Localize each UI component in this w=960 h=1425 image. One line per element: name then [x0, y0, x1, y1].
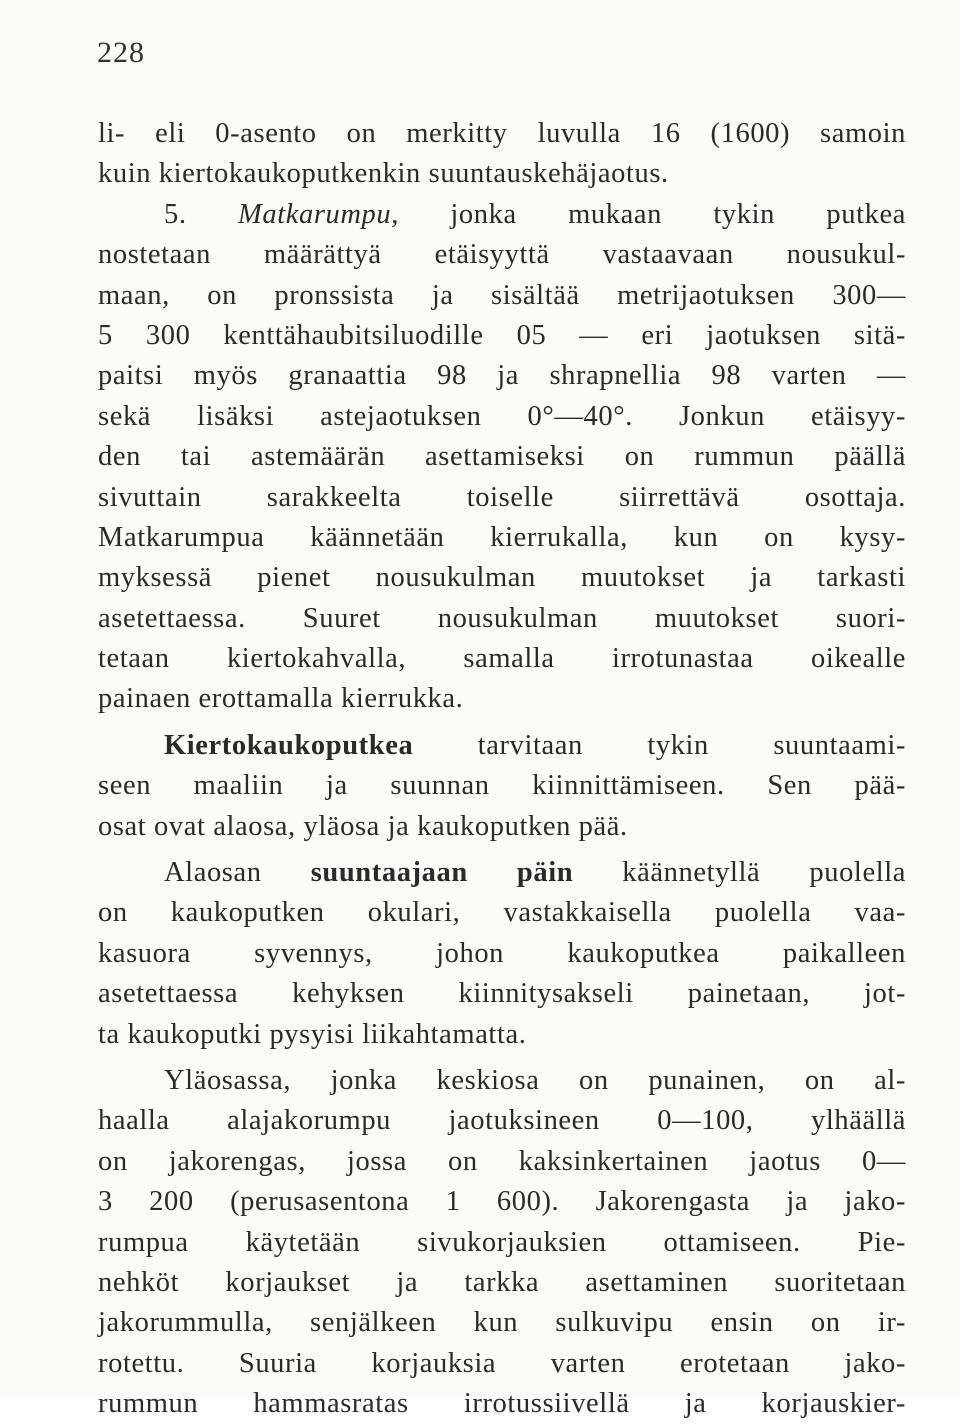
text-line [98, 518, 906, 558]
text-line [98, 974, 906, 1014]
text-run: sivuttain sarakkeelta toiselle siirrettävä osottaja. [98, 481, 906, 513]
text-line [98, 114, 906, 154]
text-line [98, 397, 906, 437]
text-run: ta kaukoputki pysyisi liikahtamatta. [98, 1018, 527, 1050]
text-line [98, 1182, 906, 1222]
text-line [98, 235, 906, 275]
text-line [98, 679, 906, 719]
text-line [98, 1263, 906, 1303]
text-run: on kaukoputken okulari, vastakkaisella puolella vaa- [98, 897, 906, 929]
text-run: Yläosassa, jonka keskiosa on punainen, on al- [164, 1064, 906, 1096]
text-line [98, 356, 906, 396]
text-run: kasuora syvennys, johon kaukoputkea paikalleen [98, 937, 906, 969]
text-line [98, 316, 906, 356]
text-run: nehköt korjaukset ja tarkka asettaminen suoritetaan [98, 1266, 906, 1298]
text-line [98, 893, 906, 933]
text-line [98, 154, 906, 194]
text-line [98, 558, 906, 598]
text-run: tetaan kiertokahvalla, samalla irrotunastaa oikealle [98, 643, 906, 675]
text-run: 5 300 kenttähaubitsiluodille 05 — eri jaotuksen sitä- [98, 319, 906, 351]
text-line [98, 1015, 906, 1055]
text-line [98, 766, 906, 806]
text-line [98, 195, 906, 235]
text-line [98, 478, 906, 518]
text-run: 5. [164, 198, 239, 230]
text-line [98, 1223, 906, 1263]
text-run: osat ovat alaosa, yläosa ja kaukoputken pää. [98, 810, 628, 842]
text-run: paitsi myös granaattia 98 ja shrapnellia 98 varten — [98, 360, 906, 392]
text-run: asetettaessa. Suuret nousukulman muutokset suori- [98, 602, 906, 634]
text-line [98, 726, 906, 766]
text-line [98, 853, 906, 893]
text-line [98, 1384, 906, 1424]
text-line [98, 1344, 906, 1384]
text-line [98, 437, 906, 477]
text-line [98, 1061, 906, 1101]
text-run: kuin kiertokaukoputkenkin suuntauskehäjaotus. [98, 158, 669, 190]
text-run: haalla alajakorumpu jaotuksineen 0—100, ylhäällä [98, 1105, 906, 1137]
emphasized-term: suuntaajaan päin [310, 857, 574, 889]
text-line [98, 1303, 906, 1343]
text-run: rotettu. Suuria korjauksia varten erotetaan jako- [98, 1347, 906, 1379]
text-run: li- eli 0-asento on merkitty luvulla 16 (1600) samoin [98, 118, 906, 149]
text-run: käännetyllä puolella [573, 857, 906, 889]
text-run: Alaosan [164, 857, 311, 889]
text-line [98, 599, 906, 639]
text-run: den tai astemäärän asettamiseksi on rummun päällä [98, 441, 906, 473]
text-run: myksessä pienet nousukulman muutokset ja tarkasti [98, 562, 906, 594]
text-run: rumpua käytetään sivukorjauksien ottamiseen. Pie- [98, 1226, 906, 1258]
text-run: asetettaessa kehyksen kiinnitysakseli painetaan, jot- [98, 978, 906, 1010]
text-run: seen maaliin ja suunnan kiinnittämiseen. Sen pää- [98, 770, 906, 802]
text-run: jonka mukaan tykin putkea [398, 198, 906, 230]
text-line [98, 807, 906, 847]
text-run: on jakorengas, jossa on kaksinkertainen jaotus 0— [98, 1145, 906, 1177]
text-line [98, 1101, 906, 1141]
page-number: 228 [97, 36, 145, 69]
page-body-text [98, 114, 906, 1425]
text-run: sekä lisäksi astejaotuksen 0°—40°. Jonkun etäisyy- [98, 400, 906, 432]
text-run: maan, on pronssista ja sisältää metrijaotuksen 300— [98, 279, 906, 311]
text-run: rummun hammasratas irrotussiivellä ja korjauskier- [98, 1388, 906, 1420]
text-line [98, 276, 906, 316]
text-run: Matkarumpua käännetään kierrukalla, kun on kysy- [98, 521, 906, 553]
text-run: tarvitaan tykin suuntaami- [413, 729, 906, 761]
text-line [98, 934, 906, 974]
text-run: painaen erottamalla kierrukka. [98, 683, 464, 715]
text-line [98, 639, 906, 679]
text-run: 3 200 (perusasentona 1 600). Jakorengasta ja jako- [98, 1186, 906, 1218]
emphasized-term: Matkarumpu, [238, 198, 399, 230]
text-line [98, 1142, 906, 1182]
emphasized-term: Kiertokaukoputkea [164, 729, 414, 761]
text-run: nostetaan määrättyä etäisyyttä vastaavaan nousukul- [98, 239, 906, 271]
text-run: jakorummulla, senjälkeen kun sulkuvipu ensin on ir- [98, 1307, 906, 1339]
